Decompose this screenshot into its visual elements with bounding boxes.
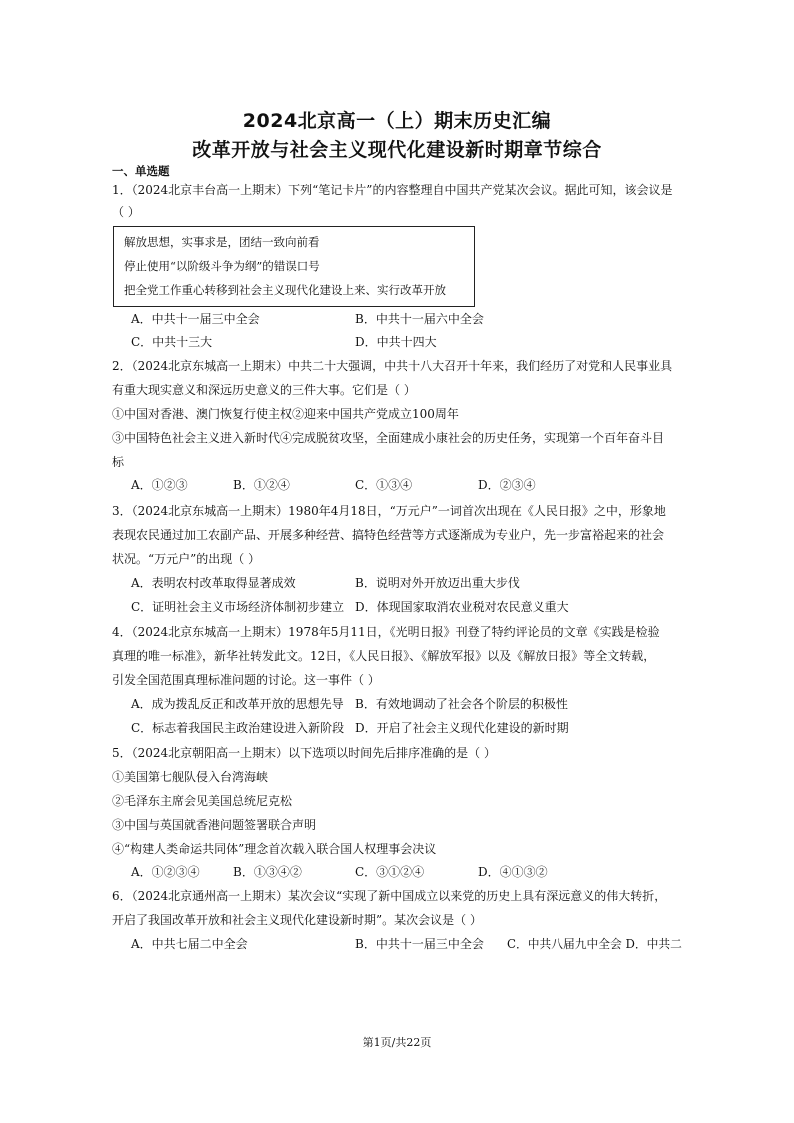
q2-stem-line: ③中国特色社会主义进入新时代④完成脱贫攻坚，全面建成小康社会的历史任务，实现第一个百年奋斗目 (112, 431, 665, 445)
q2-option-d[interactable]: D．②③④ (478, 478, 536, 492)
q5-option-a[interactable]: A．①②③④ (131, 865, 200, 879)
q3-option-c[interactable]: C．证明社会主义市场经济体制初步建立 (131, 600, 345, 614)
q2-option-b[interactable]: B．①②④ (233, 478, 290, 492)
q2-stem-line: ①中国对香港、澳门恢复行使主权②迎来中国共产党成立100周年 (112, 407, 459, 421)
q5-stem-line: ④“构建人类命运共同体”理念首次载入联合国人权理事会决议 (112, 842, 437, 856)
section-heading: 一、单选题 (112, 164, 170, 178)
q6-stem-line: 开启了我国改革开放和社会主义现代化建设新时期”。某次会议是（ ） (112, 913, 482, 927)
q2-stem-line: 有重大现实意义和深远历史意义的三件大事。它们是（ ） (112, 383, 416, 397)
note-card-line: 解放思想，实事求是，团结一致向前看 (124, 235, 320, 249)
q5-stem-line: ②毛泽东主席会见美国总统尼克松 (112, 794, 293, 808)
q6-stem-line: 6．（2024北京通州高一上期末）某次会议“实现了新中国成立以来党的历史上具有深远意义的伟大转折， (112, 889, 667, 903)
page-title: 2024北京高一（上）期末历史汇编 (242, 110, 552, 132)
q4-stem-line: 真理的唯一标准》，新华社转发此文。12日，《人民日报》、《解放军报》以及《解放日报》等全文转载， (112, 649, 656, 663)
q6-option-c-d[interactable]: C．中共八届九中全会 D．中共二 (507, 937, 682, 951)
page-number: 第1页/共22页 (362, 1036, 432, 1049)
q4-option-b[interactable]: B．有效地调动了社会各个阶层的积极性 (355, 697, 568, 711)
q2-stem-line: 标 (112, 455, 125, 469)
q3-stem-line: 3．（2024北京东城高一上期末）1980年4月18日，“万元户”一词首次出现在《人民日报》之中，形象地 (112, 504, 666, 518)
q3-stem-line: 表现农民通过加工农副产品、开展多种经营、搞特色经营等方式逐渐成为专业户，先一步富裕起来的社会 (112, 528, 665, 542)
note-card-line: 把全党工作重心转移到社会主义现代化建设上来、实行改革开放 (124, 283, 446, 297)
q2-option-c[interactable]: C．①③④ (355, 478, 413, 492)
page-subtitle: 改革开放与社会主义现代化建设新时期章节综合 (192, 139, 602, 161)
q3-stem-line: 状况。“万元户”的出现（ ） (112, 552, 261, 566)
note-card (113, 226, 475, 307)
q1-option-b[interactable]: B．中共十一届六中全会 (355, 312, 484, 326)
q1-option-d[interactable]: D．中共十四大 (355, 335, 437, 349)
q5-stem-line: 5．（2024北京朝阳高一上期末）以下选项以时间先后排序准确的是（ ） (112, 746, 496, 760)
q3-option-b[interactable]: B．说明对外开放迈出重大步伐 (355, 576, 520, 590)
q2-option-a[interactable]: A．①②③ (131, 478, 188, 492)
q1-option-a[interactable]: A．中共十一届三中全会 (131, 312, 260, 326)
q4-option-a[interactable]: A．成为拨乱反正和改革开放的思想先导 (131, 697, 344, 711)
q3-option-a[interactable]: A．表明农村改革取得显著成效 (131, 576, 296, 590)
q2-stem-line: 2．（2024北京东城高一上期末）中共二十大强调，中共十八大召开十年来，我们经历了对党和人民事业具 (112, 359, 673, 373)
q6-option-a[interactable]: A．中共七届二中全会 (131, 937, 248, 951)
q5-option-b[interactable]: B．①③④② (233, 865, 302, 879)
q4-stem-line: 引发全国范围真理标准问题的讨论。这一事件（ ） (112, 673, 380, 687)
q4-option-c[interactable]: C．标志着我国民主政治建设进入新阶段 (131, 721, 345, 735)
q4-option-d[interactable]: D．开启了社会主义现代化建设的新时期 (355, 721, 569, 735)
q5-option-d[interactable]: D．④①③② (478, 865, 548, 879)
q1-stem-line: 1．（2024北京丰台高一上期末）下列“笔记卡片”的内容整理自中国共产党某次会议。据此可知，该会议是 (112, 183, 673, 197)
q3-option-d[interactable]: D．体现国家取消农业税对农民意义重大 (355, 600, 569, 614)
q6-option-b[interactable]: B．中共十一届三中全会 (355, 937, 484, 951)
q1-stem-line: （ ） (112, 205, 140, 219)
q5-stem-line: ③中国与英国就香港问题签署联合声明 (112, 818, 317, 832)
note-card-line: 停止使用“以阶级斗争为纲”的错误口号 (124, 259, 320, 273)
q4-stem-line: 4．（2024北京东城高一上期末）1978年5月11日，《光明日报》刊登了特约评论员的文章《实践是检验 (112, 625, 660, 639)
q5-option-c[interactable]: C．③①②④ (355, 865, 425, 879)
q1-option-c[interactable]: C．中共十三大 (131, 335, 213, 349)
q5-stem-line: ①美国第七舰队侵入台湾海峡 (112, 770, 269, 784)
